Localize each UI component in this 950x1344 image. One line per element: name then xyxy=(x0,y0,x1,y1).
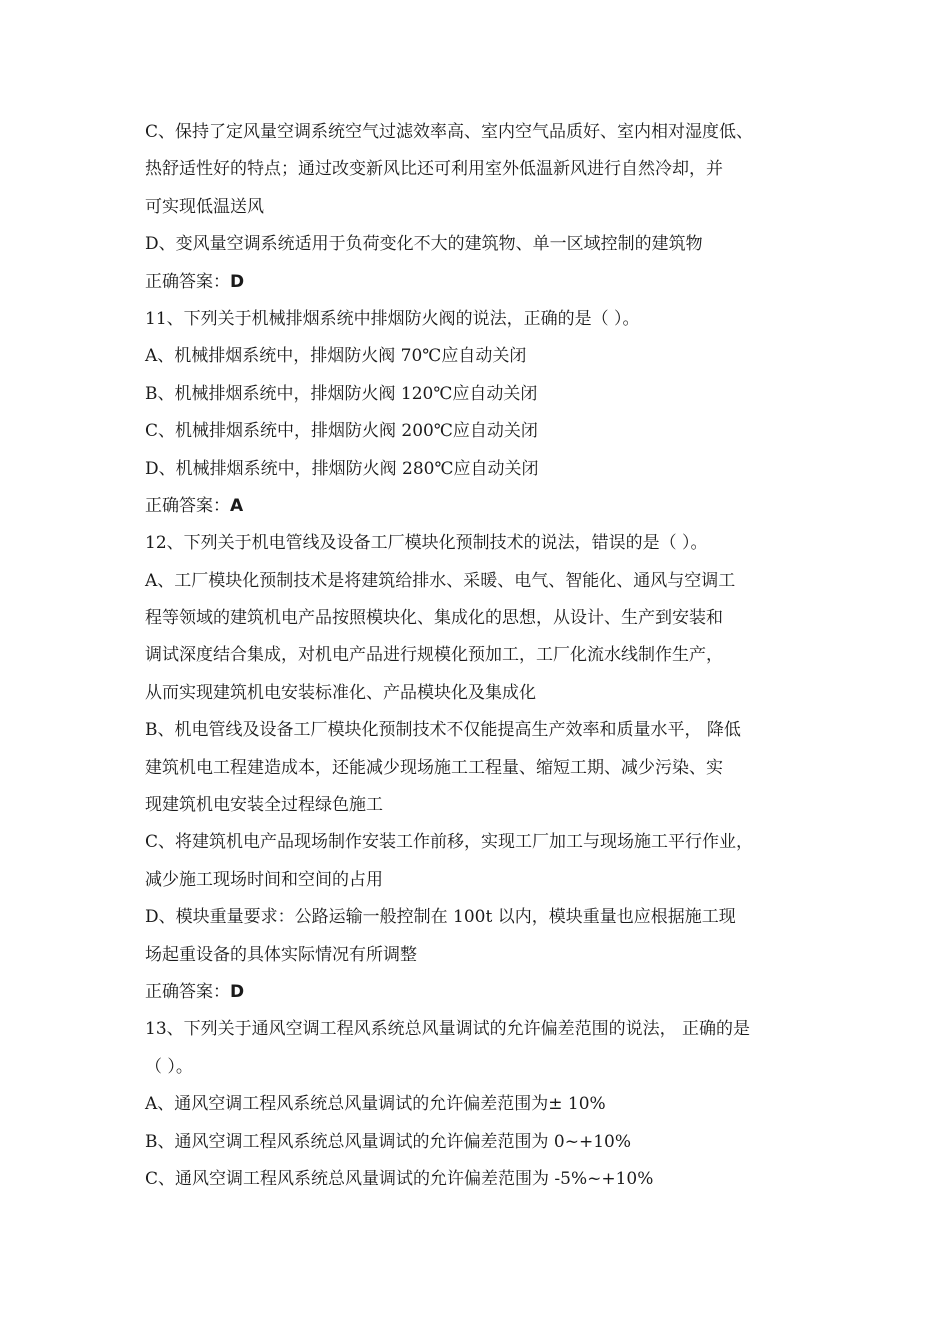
q13-option-c: C、通风空调工程风系统总风量调试的允许偏差范围为 -5%~+10% xyxy=(145,1168,654,1189)
answer-label: 正确答案： xyxy=(145,495,230,516)
option-line: 减少施工现场时间和空间的占用 xyxy=(145,869,383,890)
question-line: （ ）。 xyxy=(145,1056,193,1077)
q11-option-d: D、机械排烟系统中，排烟防火阀 280℃应自动关闭 xyxy=(145,458,539,479)
q11-option-b: B、机械排烟系统中，排烟防火阀 120℃应自动关闭 xyxy=(145,383,538,404)
option-line: 热舒适性好的特点；通过改变新风比还可利用室外低温新风进行自然冷却，并 xyxy=(145,159,723,180)
question-line: 13、下列关于通风空调工程风系统总风量调试的允许偏差范围的说法， 正确的是 xyxy=(145,1019,751,1040)
answer-label: 正确答案： xyxy=(145,271,230,292)
answer-label: 正确答案： xyxy=(145,981,230,1002)
q13-option-b: B、通风空调工程风系统总风量调试的允许偏差范围为 0~+10% xyxy=(145,1131,631,1152)
q12-answer xyxy=(145,974,825,1011)
option-line: 现建筑机电安装全过程绿色施工 xyxy=(145,795,383,816)
question-11-block xyxy=(145,301,825,525)
option-line: 可实现低温送风 xyxy=(145,196,264,217)
question-10-block xyxy=(145,114,825,301)
option-line: 从而实现建筑机电安装标准化、产品模块化及集成化 xyxy=(145,682,536,703)
answer-value: A xyxy=(230,495,244,516)
option-line: D、模块重量要求：公路运输一般控制在 100t 以内，模块重量也应根据施工现 xyxy=(145,907,736,928)
q10-option-d: D、变风量空调系统适用于负荷变化不大的建筑物、单一区域控制的建筑物 xyxy=(145,234,703,255)
question-13-block xyxy=(145,1011,825,1198)
q11-option-a: A、机械排烟系统中，排烟防火阀 70℃应自动关闭 xyxy=(145,346,527,367)
option-line: C、保持了定风量空调系统空气过滤效率高、室内空气品质好、室内相对湿度低、 xyxy=(145,122,754,142)
q11-option-c: C、机械排烟系统中，排烟防火阀 200℃应自动关闭 xyxy=(145,421,538,442)
q12-option-d xyxy=(145,899,825,974)
option-line: B、机电管线及设备工厂模块化预制技术不仅能提高生产效率和质量水平， 降低 xyxy=(145,720,741,741)
option-line: 调试深度结合集成，对机电产品进行规模化预加工，工厂化流水线制作生产， xyxy=(145,645,723,666)
answer-value: D xyxy=(230,981,245,1002)
option-line: C、将建筑机电产品现场制作安装工作前移，实现工厂加工与现场施工平行作业， xyxy=(145,832,754,853)
q12-option-a xyxy=(145,563,825,713)
q11-question: 11、下列关于机械排烟系统中排烟防火阀的说法，正确的是（ ）。 xyxy=(145,308,640,329)
q13-option-a: A、通风空调工程风系统总风量调试的允许偏差范围为± 10% xyxy=(145,1094,606,1115)
q10-option-c xyxy=(145,114,825,226)
q12-option-c xyxy=(145,824,825,899)
q13-question xyxy=(145,1011,825,1086)
q12-question: 12、下列关于机电管线及设备工厂模块化预制技术的说法，错误的是（ ）。 xyxy=(145,533,708,554)
q10-answer xyxy=(145,264,825,301)
option-line: 场起重设备的具体实际情况有所调整 xyxy=(145,944,417,965)
document-body xyxy=(145,114,825,1198)
option-line: 建筑机电工程建造成本，还能减少现场施工工程量、缩短工期、减少污染、实 xyxy=(145,757,723,778)
option-line: 程等领域的建筑机电产品按照模块化、集成化的思想，从设计、生产到安装和 xyxy=(145,608,723,629)
question-12-block xyxy=(145,525,825,1011)
q11-answer xyxy=(145,488,825,525)
q12-option-b xyxy=(145,712,825,824)
answer-value: D xyxy=(230,271,245,292)
option-line: A、工厂模块化预制技术是将建筑给排水、采暖、电气、智能化、通风与空调工 xyxy=(145,570,736,591)
